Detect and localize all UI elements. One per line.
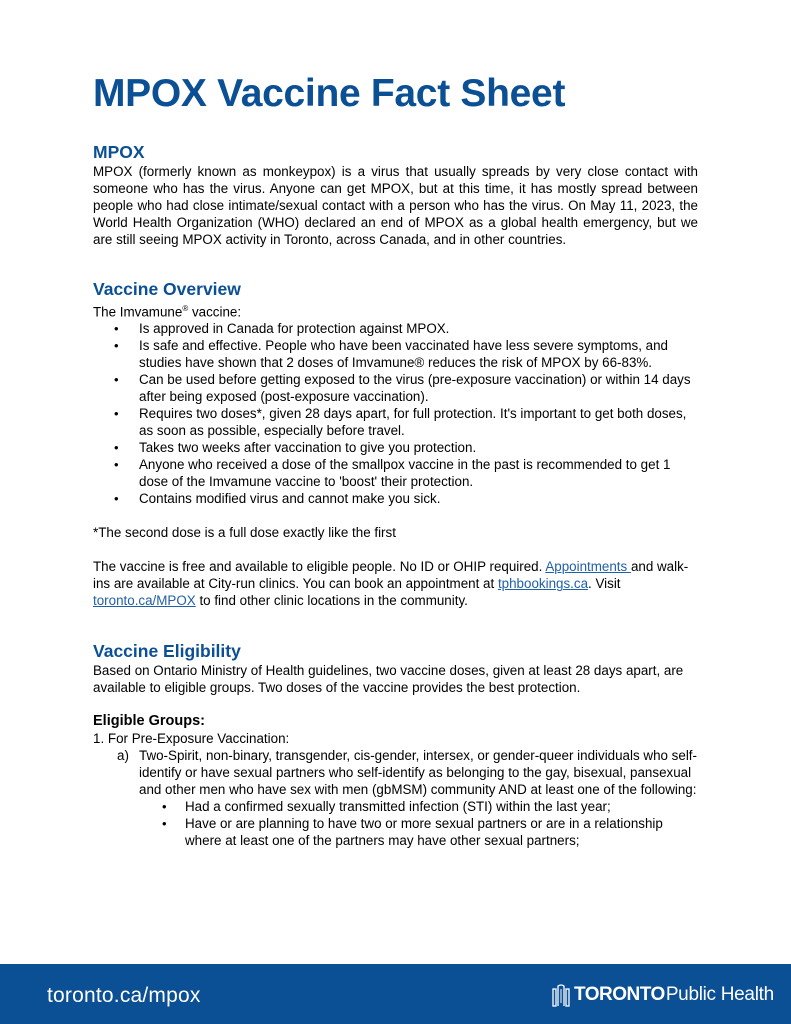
page-title: MPOX Vaccine Fact Sheet (93, 72, 566, 115)
criteria-bullet: • Have or are planning to have two or more sexual partners or are in a relationship where at least one of the partners may have other sexual partners; (93, 815, 698, 849)
overview-bullet: • Contains modified virus and cannot make you sick. (93, 490, 698, 507)
access-paragraph: The vaccine is free and available to eligible people. No ID or OHIP required. Appointments and walk-ins are available at City-run clinics. You can book an appointment at tphbookings.ca. Visit toronto.ca/MPOX to find other clinic locations in the community. (93, 559, 689, 609)
toronto-public-health-logo (552, 981, 774, 1007)
vaccine-eligibility-heading: Vaccine Eligibility (93, 641, 241, 661)
footer-url: toronto.ca/mpox (47, 984, 201, 1007)
mpox-heading: MPOX (93, 142, 145, 162)
mpox-body: MPOX (formerly known as monkeypox) is a virus that usually spreads by very close contact with someone who has the virus. Anyone can get MPOX, but at this time, it has mostly spread between people who had close intimate/sexual contact with a person who has the virus. On May 11, 2023, the World Health Organization (WHO) declared an end of MPOX as a global health emergency, but we are still seeing MPOX activity in Toronto, across Canada, and in other countries. (93, 164, 698, 247)
logo-org-text: TORONTO (574, 984, 665, 1005)
toronto-mpox-link[interactable]: toronto.ca/MPOX (93, 593, 196, 609)
vaccine-eligibility-section (93, 640, 698, 849)
pre-exposure-item: 1. For Pre-Exposure Vaccination: (93, 731, 290, 746)
overview-bullet-list (93, 320, 698, 507)
overview-bullet: • Is safe and effective. People who have been vaccinated have less severe symptoms, and studies have shown that 2 doses of Imvamune® reduces the risk of MPOX by 66-83%. (93, 337, 698, 371)
appointments-link[interactable]: Appointments (545, 559, 631, 575)
eligibility-item-a: a) Two-Spirit, non-binary, transgender, cis-gender, intersex, or gender-queer individuals who self-identify or have sexual partners who self-identify as belonging to the gay, bisexual, pansexual and other men who have sex with men (gbMSM) community AND at least one of the following: (117, 748, 697, 797)
eligibility-body: Based on Ontario Ministry of Health guidelines, two vaccine doses, given at least 28 days apart, are available to eligible groups. Two doses of the vaccine provides the best protection. (93, 663, 684, 695)
footer-bar (0, 964, 791, 1024)
overview-bullet: • Takes two weeks after vaccination to give you protection. (93, 439, 698, 456)
city-hall-icon (552, 983, 570, 1007)
overview-bullet: • Can be used before getting exposed to the virus (pre-exposure vaccination) or within 14 days after being exposed (post-exposure vaccination). (93, 371, 698, 405)
mpox-section (93, 141, 698, 248)
overview-bullet: • Anyone who received a dose of the smallpox vaccine in the past is recommended to get 1 dose of the Imvamune vaccine to 'boost' their protection. (93, 456, 698, 490)
logo-unit-text: Public Health (665, 984, 774, 1005)
criteria-bullet-list (93, 798, 698, 849)
overview-intro: The Imvamune® vaccine: (93, 304, 242, 320)
tphbookings-link[interactable]: tphbookings.ca (497, 576, 589, 592)
overview-bullet: • Is approved in Canada for protection against MPOX. (93, 320, 698, 337)
dose-footnote: *The second dose is a full dose exactly like the first (93, 525, 396, 541)
eligible-groups-heading: Eligible Groups: (93, 713, 205, 729)
overview-bullet: • Requires two doses*, given 28 days apart, for full protection. It's important to get both doses, as soon as possible, especially before travel. (93, 405, 698, 439)
vaccine-overview-section (93, 278, 698, 609)
criteria-bullet: • Had a confirmed sexually transmitted infection (STI) within the last year; (93, 798, 698, 815)
vaccine-overview-heading: Vaccine Overview (93, 279, 241, 299)
item-a-marker: a) (117, 748, 129, 763)
